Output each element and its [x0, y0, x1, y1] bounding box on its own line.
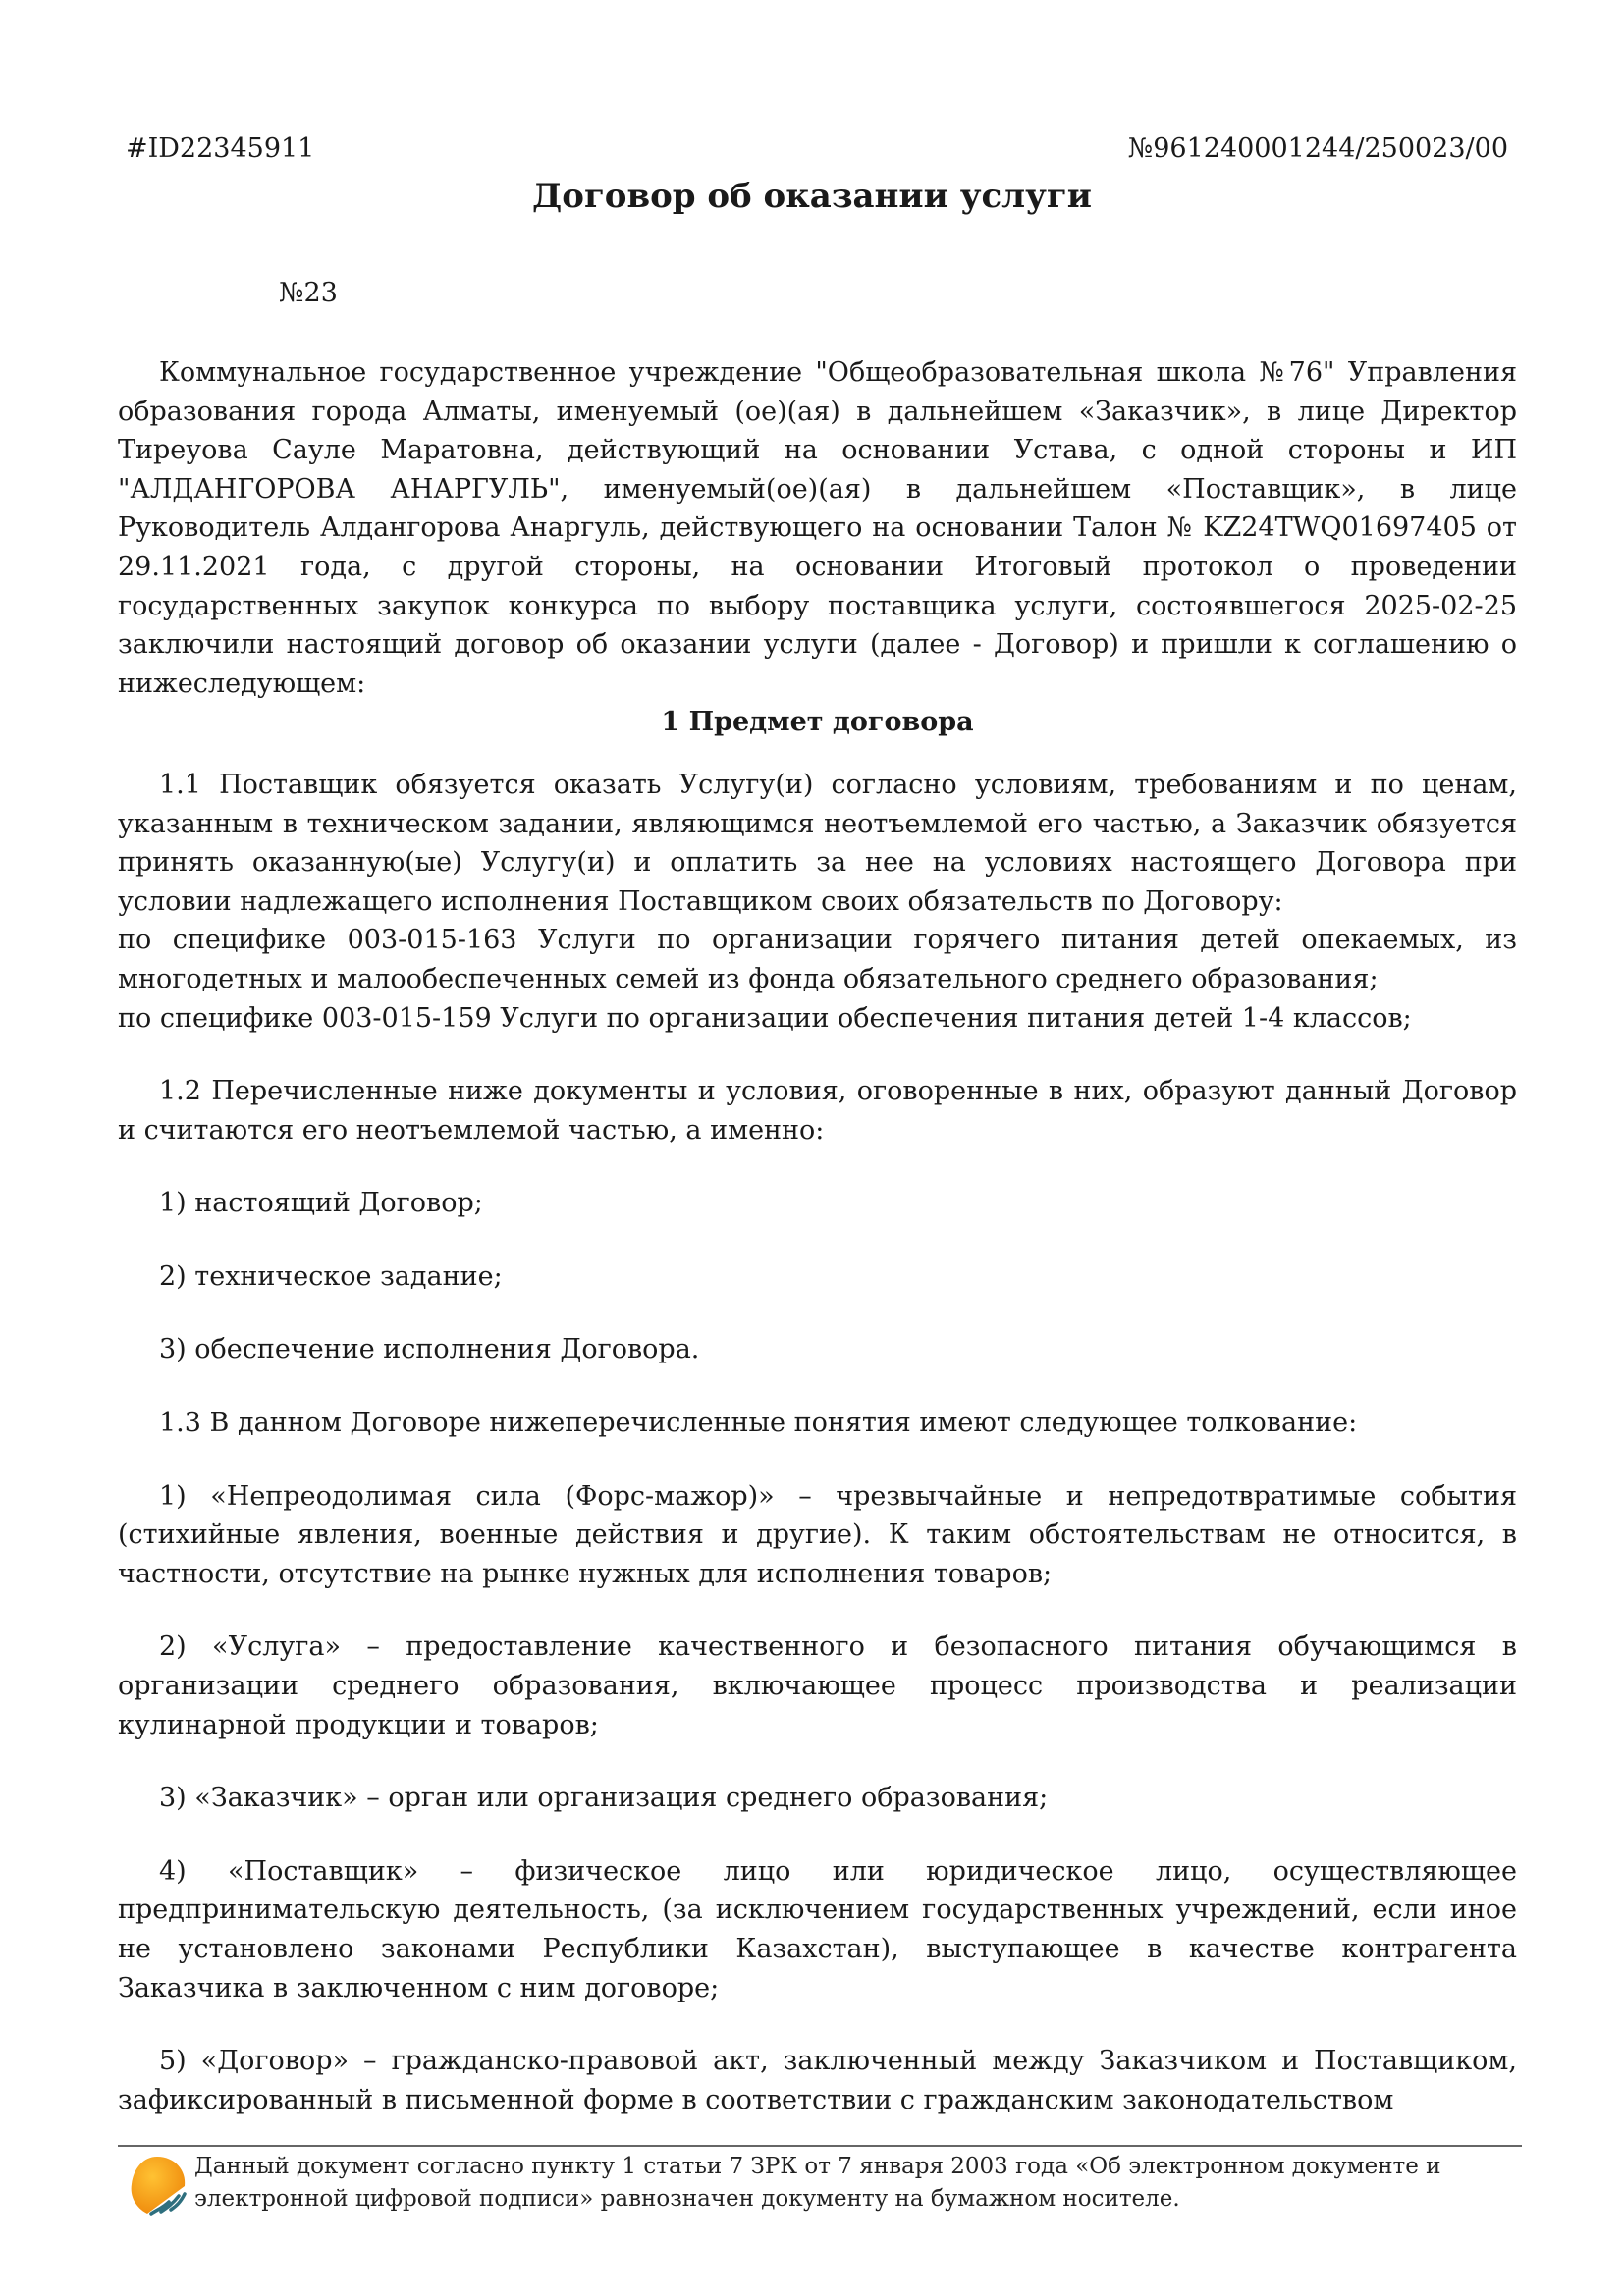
doc-list-item: 2) техническое задание; [159, 1260, 503, 1292]
clause-1-2: 1.2 Перечисленные ниже документы и условия, оговоренные в них, образуют данный Договор и считаются его неотъемлемой частью, а именно: [118, 1076, 1517, 1146]
definition-item: 3) «Заказчик» – орган или организация среднего образования; [159, 1783, 1049, 1814]
contract-number: №23 [279, 278, 338, 308]
doc-list-item: 1) настоящий Договор; [159, 1188, 483, 1219]
egov-sun-logo-icon [128, 2153, 189, 2217]
clause-1-1: 1.1 Поставщик обязуется оказать Услугу(и) согласно условиям, требованиям и по ценам, указанным в техническом задании, являющимся неотъемлемой его частью, а Заказчик обязуется принять оказанную(ые) Услугу(и) и оплатить за нее на условиях настоящего Договора при условии надлежащего исполнения Поставщиком своих обязательств по Договору: [118, 769, 1517, 917]
section-heading: 1 Предмет договора [661, 707, 974, 738]
clause-1-1-spec-1: по специфике 003-015-163 Услуги по организации горячего питания детей опекаемых, из многодетных и малообеспеченных семей из фонда обязательного среднего образования; [118, 925, 1517, 994]
clause-1-3: 1.3 В данном Договоре нижеперечисленные понятия имеют следующее толкование: [159, 1408, 1358, 1439]
clause-1-1-spec-2: по специфике 003-015-159 Услуги по организации обеспечения питания детей 1-4 классов; [118, 1002, 1412, 1034]
preamble: Коммунальное государственное учреждение "Общеобразовательная школа №76" Управления образования города Алматы, именуемый (ое)(ая) в дальнейшем «Заказчик», в лице Директор Тиреуова Сауле Маратовна, действующий на основании Устава, с одной стороны и ИП "АЛДАНГОРОВА АНАРГУЛЬ", именуемый(ое)(ая) в дальнейшем «Поставщик», в лице Руководитель Алдангорова Анаргуль, действующего на основании Талон № KZ24TWQ01697405 от 29.11.2021 года, с другой стороны, на основании Итоговый протокол о проведении государственных закупок конкурса по выбору поставщика услуги, состоявшегося 2025-02-25 заключили настоящий договор об оказании услуги (далее - Договор) и пришли к соглашению о нижеследующем: [118, 357, 1517, 699]
definition-item: 5) «Договор» – гражданско-правовой акт, заключенный между Заказчиком и Поставщиком, зафиксированный в письменной форме в соответствии с гражданским законодательством [118, 2046, 1517, 2115]
document-body [118, 353, 1517, 2154]
registration-number: №961240001244/250023/00 [1127, 133, 1508, 164]
e-signature-footer [118, 2145, 1522, 2233]
definition-item: 1) «Непреодолимая сила (Форс-мажор)» – чрезвычайные и непредотвратимые события (стихийные явления, военные действия и другие). К таким обстоятельствам не относится, в частности, отсутствие на рынке нужных для исполнения товаров; [118, 1480, 1517, 1589]
definition-item: 4) «Поставщик» – физическое лицо или юридическое лицо, осуществляющее предпринимательскую деятельность, (за исключением государственных учреждений, если иное не установлено законами Республики Казахстан), выступающее в качестве контрагента Заказчика в заключенном с ним договоре; [118, 1855, 1517, 2003]
definition-item: 2) «Услуга» – предоставление качественного и безопасного питания обучающимся в организации среднего образования, включающее процесс производства и реализации кулинарной продукции и товаров; [118, 1631, 1517, 1740]
e-signature-notice: Данный документ согласно пункту 1 статьи 7 ЗРК от 7 января 2003 года «Об электронном документе и электронной цифровой подписи» равнозначен документу на бумажном носителе. [194, 2154, 1441, 2212]
doc-list-item: 3) обеспечение исполнения Договора. [159, 1334, 700, 1365]
document-id: #ID22345911 [126, 133, 315, 164]
footer-divider [118, 2145, 1522, 2147]
document-title: Договор об оказании услуги [532, 177, 1092, 216]
